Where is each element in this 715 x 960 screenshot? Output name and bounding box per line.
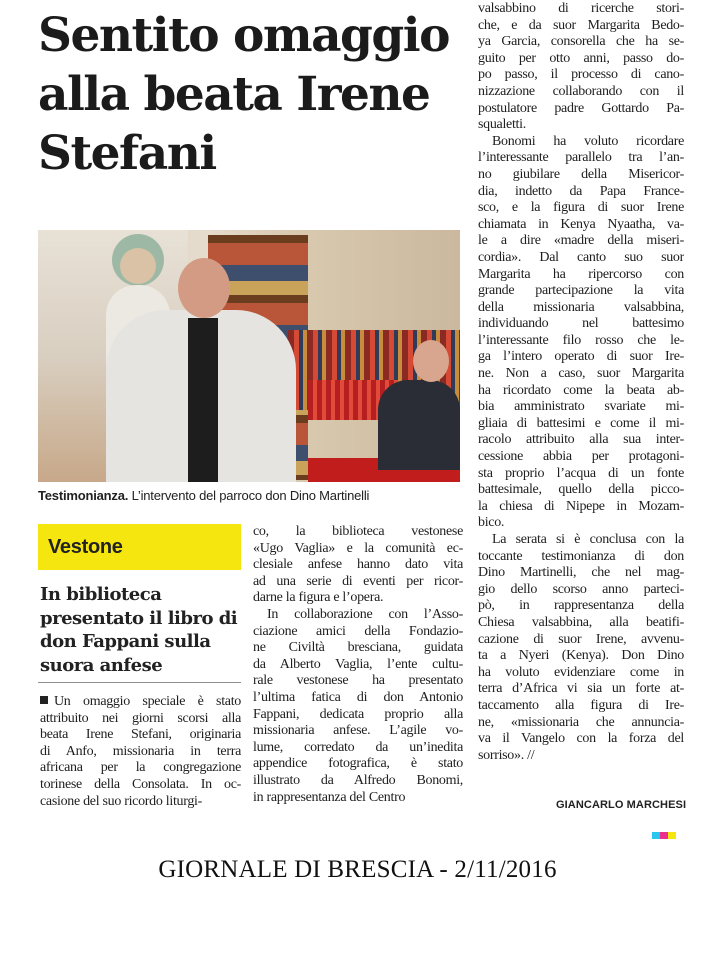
text-line: appendice fotografica, è stato xyxy=(253,756,463,772)
text-line: l’ultima fatica di don Antonio xyxy=(253,689,463,705)
text-line: In collaborazione con l’Asso- xyxy=(267,606,463,622)
photo-caption xyxy=(38,488,468,504)
text-line: taccamento alla figura di Ire- xyxy=(478,697,684,713)
body-column-2 xyxy=(253,524,463,806)
text-line: della missionaria valsabbina, xyxy=(478,299,684,315)
text-line: torinese della Consolata. In oc- xyxy=(40,776,241,792)
text-line: po passo, il processo di cano- xyxy=(478,67,684,83)
text-line: Un omaggio speciale è stato xyxy=(40,694,241,711)
text-line: Chiesa valsabbina, alla beatifi- xyxy=(478,614,684,630)
text-line: illustrato da Alfredo Bonomi, xyxy=(253,772,463,788)
text-line: gliaia di battesimi e come il mi- xyxy=(478,415,684,431)
text-line: no giubilare della Misericor- xyxy=(478,166,684,182)
text-line: bico. xyxy=(478,515,505,531)
text-line: cessione abbia per protagoni- xyxy=(478,449,684,465)
body-column-3 xyxy=(478,1,684,764)
text-line: nizzazione collaborando con il xyxy=(478,83,684,99)
text-line: dia, indetto da Papa France- xyxy=(478,183,684,199)
text-line: ta a Nyeri (Kenya). Don Dino xyxy=(478,648,684,664)
article-headline: Sentito omaggio alla beata Irene Stefani xyxy=(38,8,449,181)
text-line: cordia». Dal canto suo suor xyxy=(478,249,684,265)
text-line: guito per otto anni, passo do- xyxy=(478,50,684,66)
print-mark-yellow xyxy=(668,832,676,839)
body-column-1 xyxy=(40,694,241,810)
text-line: ha voluto evidenziare come in xyxy=(478,664,684,680)
text-line: sorriso». // xyxy=(478,747,535,763)
text-line: l’interessante filo rosso che le- xyxy=(478,332,684,348)
photo-caption-label: Testimonianza. xyxy=(38,488,129,503)
text-line: ne, «missionaria che annuncia- xyxy=(478,714,684,730)
photo-caption-text: L’intervento del parroco don Dino Martinelli xyxy=(131,488,370,503)
text-line: terra d’Africa vi sia un forte at- xyxy=(478,681,684,697)
text-line: toccante testimonianza di don xyxy=(478,548,684,564)
text-line: La serata si è conclusa con la xyxy=(492,532,684,547)
text-line: Margarita ha ripercorso con xyxy=(478,266,684,282)
text-line: sta proprio l’acqua di un fonte xyxy=(478,465,684,481)
divider xyxy=(38,682,241,683)
text-line: grande partecipazione la vita xyxy=(478,283,684,299)
text-line: «Ugo Vaglia» e la comunità ec- xyxy=(253,540,463,556)
article-subheadline: In biblioteca presentato il libro di don Fappani sulla suora anfese xyxy=(40,584,238,676)
text-line: ciazione amici della Fondazio- xyxy=(253,623,463,639)
text-line: va il Vangelo con la forza del xyxy=(478,731,684,747)
text-line: squaletti. xyxy=(478,117,526,133)
print-mark-magenta xyxy=(660,832,668,839)
text-line: battesimale, quello della picco- xyxy=(478,482,684,498)
text-line: Dino Martinelli, che nel mag- xyxy=(478,565,684,581)
author-byline: GIANCARLO MARCHESI xyxy=(556,799,687,811)
text-line: attribuito nei giorni scorsi alla xyxy=(40,710,241,726)
text-line: di Anfo, missionaria in terra xyxy=(40,743,241,759)
text-line: chiamata in Kenya Nyaatha, va- xyxy=(478,216,684,232)
text-line: rale vestonese ha presentato xyxy=(253,673,463,689)
text-line: ya Garcia, consorella che ha se- xyxy=(478,34,684,50)
text-line: da Alberto Vaglia, l’ente cultu- xyxy=(253,656,463,672)
text-line: ne Civiltà bresciana, guidata xyxy=(253,640,463,656)
text-line: la chiesa di Nipepe in Mozam- xyxy=(478,498,684,514)
text-line: africana per la congregazione xyxy=(40,760,241,776)
text-line: Fappani, dedicata proprio alla xyxy=(253,706,463,722)
print-color-mark xyxy=(652,832,676,839)
text-line: Bonomi ha voluto ricordare xyxy=(492,133,684,149)
text-line: ne. Non a caso, suor Margarita xyxy=(478,366,684,382)
text-line: casione del suo ricordo liturgi- xyxy=(40,793,202,809)
text-line: ha ricordato come la beata ab- xyxy=(478,382,684,398)
text-line: darne la figura e l’opera. xyxy=(253,590,384,606)
text-line: sco, e la figura di suor Irene xyxy=(478,200,684,216)
text-line: missionaria anfese. L’agile vo- xyxy=(253,723,463,739)
text-line: che, e da suor Margarita Bedo- xyxy=(478,17,684,33)
text-line: ad una serie di eventi per ricor- xyxy=(253,573,463,589)
text-line: individuando nel battesimo xyxy=(478,316,684,332)
text-line: co, la biblioteca vestonese xyxy=(253,524,463,539)
text-line: postulatore padre Gottardo Pa- xyxy=(478,100,684,116)
source-line: GIORNALE DI BRESCIA - 2/11/2016 xyxy=(158,856,557,883)
text-line: racolo attribuito alla sua inter- xyxy=(478,432,684,448)
text-line: lume, corredato da un’inedita xyxy=(253,739,463,755)
print-mark-cyan xyxy=(652,832,660,839)
seated-man xyxy=(378,380,460,470)
text-line: in rappresentanza del Centro xyxy=(253,789,406,805)
text-line: pò, in rappresentanza della xyxy=(478,598,684,614)
section-banner xyxy=(38,524,241,570)
text-line: beata Irene Stefani, originaria xyxy=(40,727,241,743)
article-photo xyxy=(38,230,460,482)
text-line: bia amministrato svariate mi- xyxy=(478,399,684,415)
text-line: cazione di suor Irene, avvenu- xyxy=(478,631,684,647)
text-line: clesiale anfese hanno dato vita xyxy=(253,557,463,573)
text-line: l’interessante parallelo tra l’an- xyxy=(478,150,684,166)
text-line: valsabbino di ricerche stori- xyxy=(478,1,684,16)
text-line: ga l’intero operato di suor Ire- xyxy=(478,349,684,365)
text-line: le a dire «madre della miseri- xyxy=(478,233,684,249)
section-label: Vestone xyxy=(48,536,123,558)
text-line: gio dello scorso anno parteci- xyxy=(478,581,684,597)
square-bullet-icon xyxy=(40,696,48,704)
